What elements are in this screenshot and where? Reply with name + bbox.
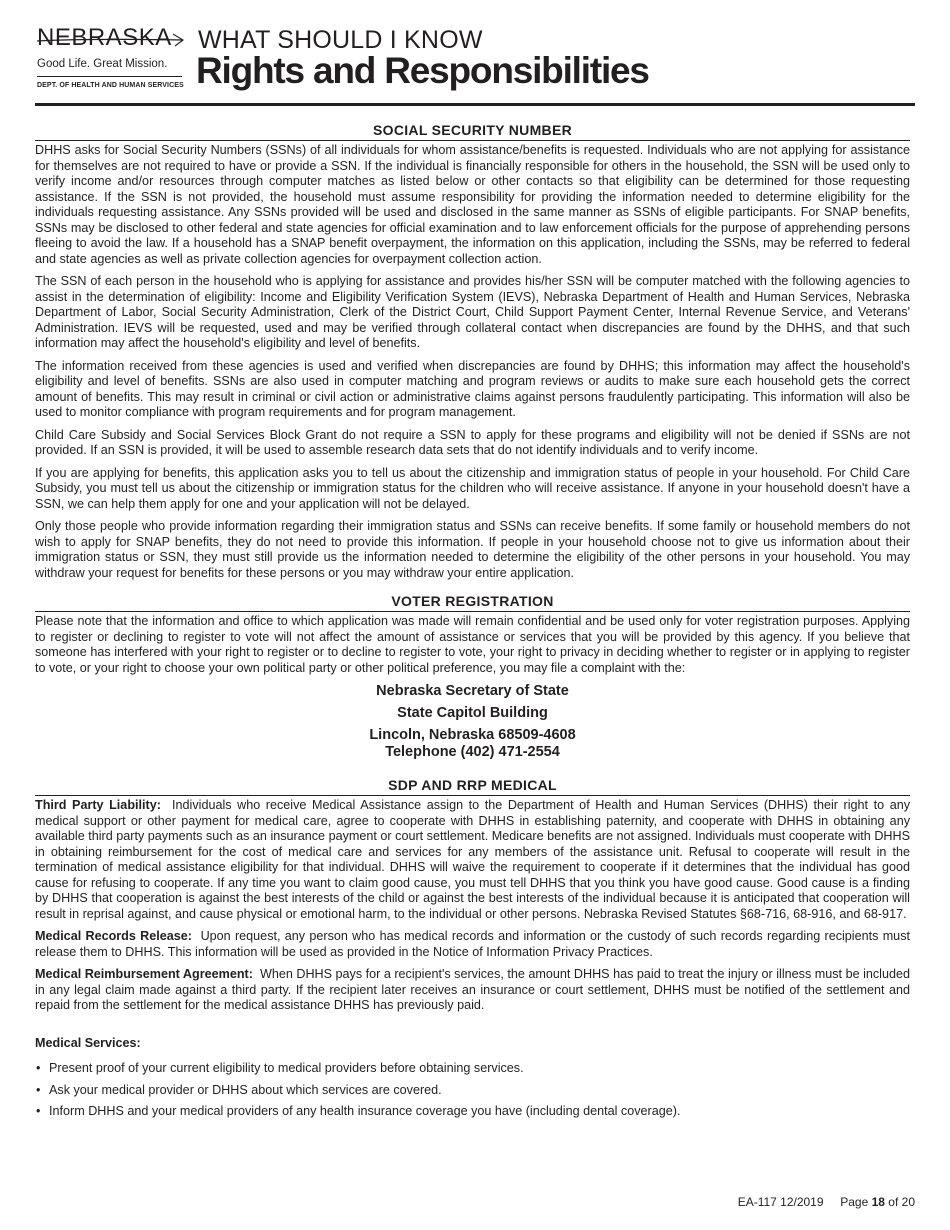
address-line: State Capitol Building <box>397 705 548 721</box>
logo-divider <box>37 76 182 77</box>
address-phone: Telephone (402) 471-2554 <box>385 744 560 760</box>
item-lead: Medical Reimbursement Agreement: <box>35 967 253 981</box>
page-title: Rights and Responsibilities <box>196 50 649 91</box>
address-line: Nebraska Secretary of State <box>376 683 569 699</box>
logo-swoosh-icon <box>35 26 185 50</box>
ssn-paragraph: The SSN of each person in the household who is applying for assistance and provides his/her SSN will be computer matched with the following agencies to assist in the determination of eligibility: Income and Eligibility Verification System (IEVS), Nebraska Department of Health and Human Services, Nebraska Department of Labor, Social Security Administration, Clerk of the District Court, Child Support Payment Center, Internal Revenue Service, and Veterans' Administration. IEVS will be requested, used and may be verified through collateral contact when discrepancies are found by the DHHS, and that such information may affect the household's eligibility and level of benefits. <box>35 274 910 350</box>
list-item-text: Ask your medical provider or DHHS about which services are covered. <box>49 1082 442 1097</box>
item-text: When DHHS pays for a recipient's services, the amount DHHS has paid to treat the injury or illness must be included in any legal claim made against a third party. If the recipient later receives an insurance or court settlement, DHHS must be notified of the settlement and repaid from the settlement for the medical assistance DHHS has previously paid. <box>35 967 910 1012</box>
header-divider <box>35 103 915 106</box>
ssn-paragraph: Only those people who provide information regarding their immigration status and SSNs can receive benefits. If some family or household members do not wish to apply for SNAP benefits, they do not need to provide this information. If people in your household choose not to give us information about their immigration status or SSN, they must still provide us the information needed to determine the eligibility of the other persons in your household. You may withdraw your request for benefits for these persons or you may withdraw your entire application. <box>35 519 910 580</box>
list-item <box>35 1104 910 1120</box>
ssn-paragraph: The information received from these agencies is used and verified when discrepancies are found by DHHS; this information may affect the household's eligibility and level of benefits. SSNs are also used in computer matching and program reviews or audits to make sure each household gets the correct amount of benefits. This may result in criminal or civil action or administrative claims against persons fraudulently participating. This information will also be used to monitor compliance with program requirements and for program management. <box>35 358 910 419</box>
page-total: of 20 <box>888 1195 915 1209</box>
third-party-liability <box>35 798 910 922</box>
ssn-paragraph: Child Care Subsidy and Social Services Block Grant do not require a SSN to apply for these programs and eligibility will not be denied if SSNs are not provided. If an SSN is provided, it will be used to assemble research data sets that do not identify individuals and to verify income. <box>35 427 910 457</box>
logo-tagline: Good Life. Great Mission. <box>37 58 168 70</box>
page-kicker: WHAT SHOULD I KNOW <box>198 26 483 54</box>
medical-services-title: Medical Services: <box>35 1035 141 1050</box>
list-item-text: Present proof of your current eligibility to medical providers before obtaining services. <box>49 1061 524 1075</box>
medical-records-release <box>35 929 910 960</box>
page-footer <box>738 1195 915 1209</box>
item-text: Upon request, any person who has medical records and information or the custody of such records regarding recipients must release them to DHHS. This information will be used as provided in the Notice of Information Privacy Practices. <box>35 929 910 959</box>
page-number: 18 <box>871 1195 885 1209</box>
item-lead: Third Party Liability: <box>35 798 161 812</box>
dhhs-logo <box>35 20 185 95</box>
page-label: Page <box>840 1195 869 1209</box>
form-id: EA-117 12/2019 <box>737 1195 824 1209</box>
page-header <box>35 20 915 100</box>
bullet-icon: • <box>36 1082 41 1097</box>
list-item-text: Inform DHHS and your medical providers of any health insurance coverage you have (including dental coverage). <box>49 1104 681 1118</box>
bullet-icon: • <box>36 1104 41 1118</box>
logo-department: DEPT. OF HEALTH AND HUMAN SERVICES <box>37 82 184 89</box>
bullet-icon: • <box>36 1061 41 1075</box>
ssn-heading: SOCIAL SECURITY NUMBER <box>35 120 910 141</box>
medical-services-list <box>35 1061 910 1120</box>
sdp-heading: SDP AND RRP MEDICAL <box>35 775 910 796</box>
logo-wordmark: NEBRASKA <box>37 24 172 51</box>
page-body <box>35 120 910 1126</box>
item-text: Individuals who receive Medical Assistance assign to the Department of Health and Human Services (DHHS) their right to any medical support or other payment for medical care, agree to cooperate with DHHS in establishing paternity, and cooperate with DHHS in obtaining any available third party payments such as an insurance payment or court settlement. Medicare benefits are not assigned. Individuals must cooperate with DHHS in obtaining reimbursement for the cost of medical care and services for any members of the assistance unit. Refusal to cooperate will result in the termination of medical assistance eligibility for that individual. DHHS will waive the requirement to cooperate if it determines that the individual has good cause for refusing to cooperate. If any time you want to claim good cause, you must tell DHHS that you think you have good cause. Good cause is a finding by DHHS that cooperation is against the best interests of the child or against the best interests of the individual because it is anticipated that cooperation will result in reprisal against, and cause physical or emotional harm, to the individual or other persons. Nebraska Revised Statutes §68-716, 68-916, and 68-917. <box>35 798 910 921</box>
voter-heading: VOTER REGISTRATION <box>35 591 910 612</box>
voter-paragraph: Please note that the information and office to which application was made will remain confidential and be used only for voter registration purposes. Applying to register or declining to register to vote will not affect the amount of assistance or services that you will be provided by this agency. If you believe that someone has interfered with your right to register or to decline to register to vote, your right to privacy in deciding whether to register or in applying to register to vote, or your right to choose your own political party or other political preference, you may file a complaint with the: <box>35 614 910 675</box>
ssn-paragraph: DHHS asks for Social Security Numbers (SSNs) of all individuals for whom assistance/benefits is requested. Individuals who are not applying for assistance for themselves are not required to have or provide a SSN. If the individual is financially responsible for others in the household, the SSN will be used only to verify income and/or resources through computer matches as listed below or other contacts so that eligibility can be determined for those requesting assistance. If the SSN is not provided, the household must assume responsibility for providing the information needed to determine eligibility for the individuals requesting assistance. Any SSNs provided will be used and disclosed in the same manner as SSNs of eligible participants. For SNAP benefits, SSNs may be disclosed to other federal and state agencies for official examination and to law enforcement officials for the purpose of apprehending persons fleeing to avoid the law. If a household has a SNAP benefit overpayment, the information on this application, including the SSNs, may be referred to federal and state agencies as well as private collection agencies for overpayment collection action. <box>35 143 910 266</box>
item-lead: Medical Records Release: <box>35 929 192 943</box>
address-line: Lincoln, Nebraska 68509-4608 <box>369 727 576 743</box>
secretary-of-state-address <box>35 683 910 761</box>
medical-reimbursement-agreement <box>35 967 910 1014</box>
list-item <box>35 1083 910 1099</box>
list-item <box>35 1061 910 1077</box>
ssn-paragraph: If you are applying for benefits, this application asks you to tell us about the citizenship and immigration status of people in your household. For Child Care Subsidy, you must tell us about the citizenship or immigration status for the children who will receive assistance. If anyone in your household doesn't have a SSN, we can help them apply for one and your application will not be delayed. <box>35 465 910 511</box>
